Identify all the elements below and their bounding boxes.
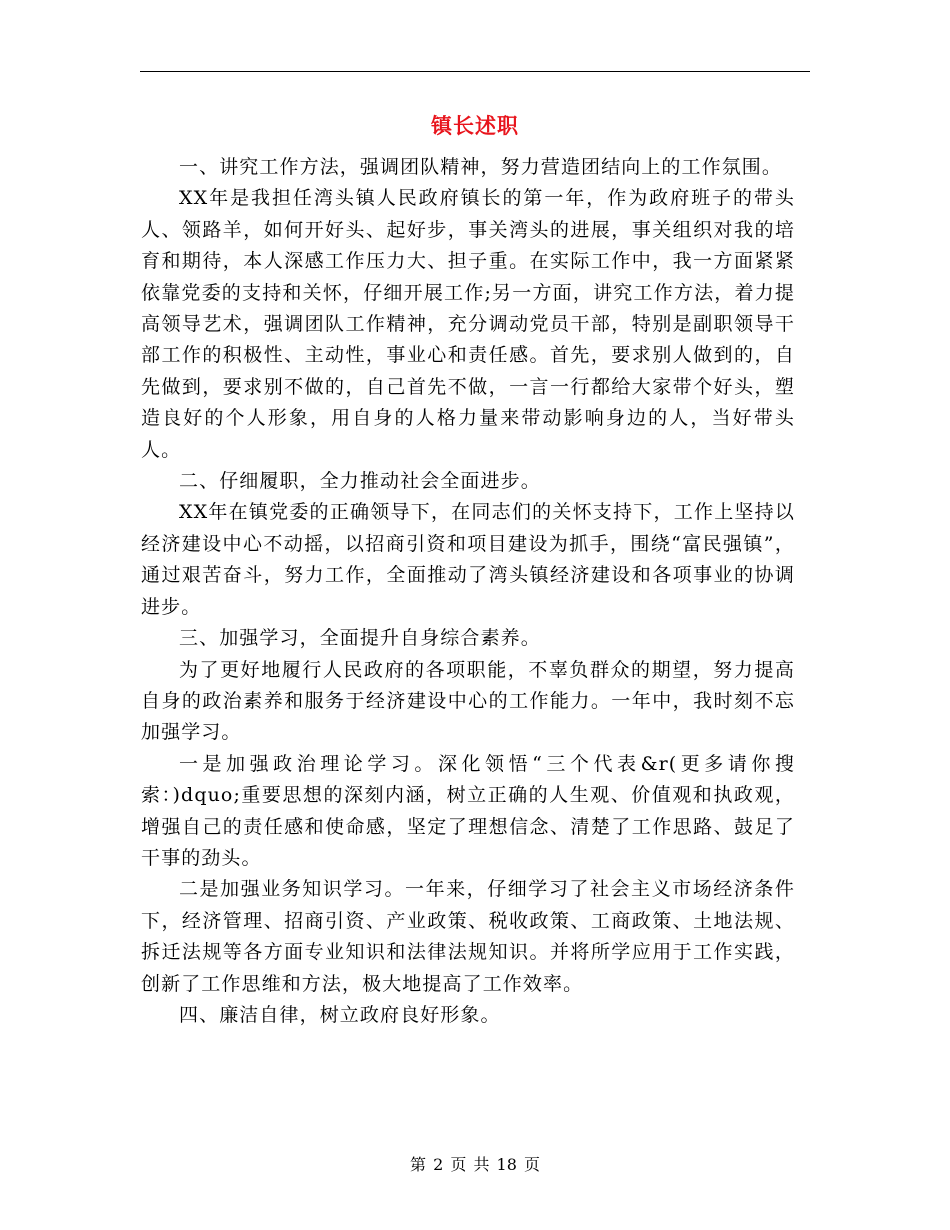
paragraph-body: 一是加强政治理论学习。深化领悟“三个代表&r(更多请你搜索：)dquo;重要思想的深刻内涵，树立正确的人生观、价值观和执政观，增强自己的责任感和使命感，坚定了理想信念、清楚了工作思路、鼓足了干事的劲头。: [141, 752, 795, 869]
document-body: [141, 152, 795, 1031]
page-number: 第 2 页 共 18 页: [410, 1155, 540, 1174]
paragraph-heading-1: 一、讲究工作方法，强调团队精神，努力营造团结向上的工作氛围。: [179, 156, 783, 178]
paragraph-body: 为了更好地履行人民政府的各项职能，不辜负群众的期望，努力提高自身的政治素养和服务于经济建设中心的工作能力。一年中，我时刻不忘加强学习。: [141, 658, 795, 744]
header-rule: [140, 71, 810, 72]
paragraph-heading-4: 四、廉洁自律，树立政府良好形象。: [179, 1003, 501, 1026]
paragraph-heading-2: 二、仔细履职，全力推动社会全面进步。: [179, 470, 541, 493]
paragraph-body: 二是加强业务知识学习。一年来，仔细学习了社会主义市场经济条件下，经济管理、招商引资、产业政策、税收政策、工商政策、土地法规、拆迁法规等各方面专业知识和法律法规知识。并将所学应用于工作实践，创新了工作思维和方法，极大地提高了工作效率。: [141, 878, 795, 995]
paragraph-heading-3: 三、加强学习，全面提升自身综合素养。: [179, 627, 541, 650]
paragraph-body: XX年在镇党委的正确领导下，在同志们的关怀支持下，工作上坚持以经济建设中心不动摇，以招商引资和项目建设为抓手，围绕“富民强镇”，通过艰苦奋斗，努力工作，全面推动了湾头镇经济建设和各项事业的协调进步。: [141, 501, 795, 618]
paragraph-body: XX年是我担任湾头镇人民政府镇长的第一年，作为政府班子的带头人、领路羊，如何开好头、起好步，事关湾头的进展，事关组织对我的培育和期待，本人深感工作压力大、担子重。在实际工作中，我一方面紧紧依靠党委的支持和关怀，仔细开展工作;另一方面，讲究工作方法，着力提高领导艺术，强调团队工作精神，充分调动党员干部，特别是副职领导干部工作的积极性、主动性，事业心和责任感。首先，要求别人做到的，自先做到，要求别不做的，自己首先不做，一言一行都给大家带个好头，塑造良好的个人形象，用自身的人格力量来带动影响身边的人，当好带头人。: [141, 187, 795, 461]
document-title: 镇长述职: [431, 113, 519, 138]
